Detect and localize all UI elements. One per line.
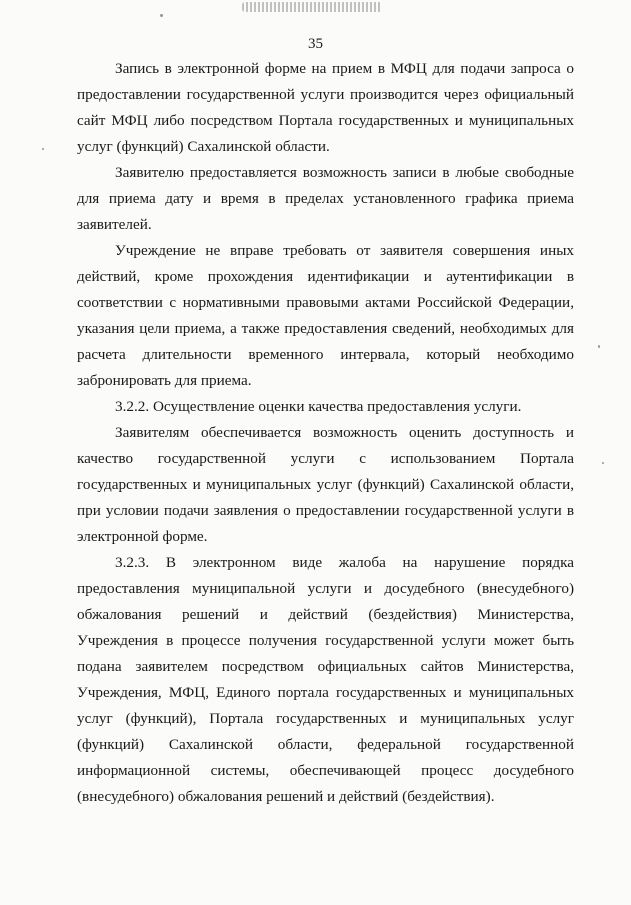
- scan-speck: [602, 462, 604, 464]
- paragraph-institution-requirements: Учреждение не вправе требовать от заявителя совершения иных действий, кроме прохождения идентификации и аутентификации в соответствии с нормативными правовыми актами Российской Федерации, указания цели приема, а также предоставления сведений, необходимых для расчета длительности временного интервала, который необходимо забронировать для приема.: [77, 242, 574, 389]
- paragraph-mfc-appointment: Запись в электронной форме на прием в МФЦ для подачи запроса о предоставлении государственной услуги производится через официальный сайт МФЦ либо посредством Портала государственных и муниципальных услуг (функций) Сахалинской области.: [77, 60, 574, 155]
- scan-speck: [42, 148, 44, 150]
- scan-speck: [598, 345, 600, 348]
- section-3-2-3-complaint: 3.2.3. В электронном виде жалоба на нарушение порядка предоставления муниципальной услуги и досудебного (внесудебного) обжалования решений и действий (бездействия) Министерства, Учреждения в процессе получения государственной услуги может быть подана заявителем посредством официальных сайтов Министерства, Учреждения, МФЦ, Единого портала государственных и муниципальных услуг (функций), Портала государственных и муниципальных услуг (функций) Сахалинской области, федеральной государственной информационной системы, обеспечивающей процесс досудебного (внесудебного) обжалования решений и действий (бездействия).: [77, 554, 574, 805]
- paragraph-appointment-time: Заявителю предоставляется возможность записи в любые свободные для приема дату и время в пределах установленного графика приема заявителей.: [77, 164, 574, 233]
- page-number: 35: [308, 36, 323, 52]
- section-3-2-2-heading: 3.2.2. Осуществление оценки качества предоставления услуги.: [115, 398, 522, 415]
- document-body: [77, 56, 574, 810]
- paragraph-quality-assessment: Заявителям обеспечивается возможность оценить доступность и качество государственной услуги с использованием Портала государственных и муниципальных услуг (функций) Сахалинской области, при условии подачи заявления о предоставлении государственной услуги в электронной форме.: [77, 424, 574, 545]
- scan-speck: [160, 14, 163, 17]
- scan-stamp-mark: [242, 2, 382, 12]
